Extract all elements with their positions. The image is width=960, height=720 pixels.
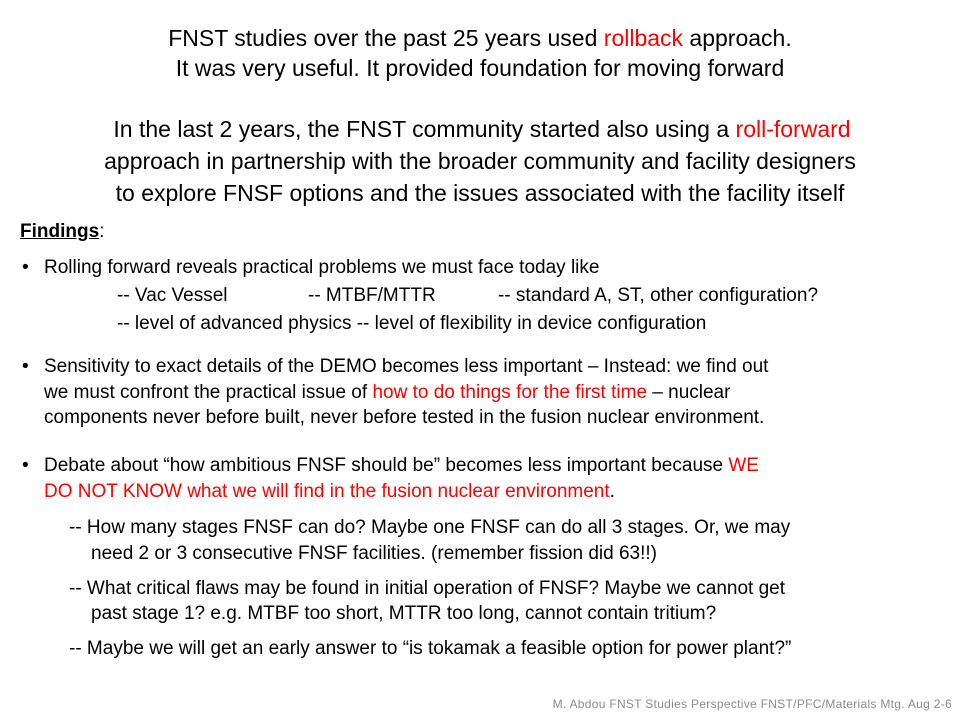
bullet-1-mtbf-mttr: -- MTBF/MTTR xyxy=(308,285,436,306)
bullet-1-line-1: Rolling forward reveals practical problems we must face today like xyxy=(44,257,600,278)
heading-2-line-2: approach in partnership with the broader community and facility designers xyxy=(104,148,856,174)
we-highlight: WE xyxy=(728,455,759,476)
bullet-2-text: we must confront the practical issue of xyxy=(44,382,373,403)
heading-1-line-2: It was very useful. It provided foundation for moving forward xyxy=(175,55,785,81)
rollback-highlight: rollback xyxy=(603,25,684,51)
heading-1 xyxy=(0,23,960,83)
bullet-2-line-2 xyxy=(44,381,730,405)
do-not-know-highlight: DO NOT KNOW what we will find in the fusion nuclear environment xyxy=(44,481,610,502)
first-time-highlight: how to do things for the first time xyxy=(372,382,648,403)
bullet-dot: • xyxy=(22,257,29,278)
bullet-2-line-1: Sensitivity to exact details of the DEMO becomes less important – Instead: we find out xyxy=(44,356,769,377)
sub-item-1-line-1: -- How many stages FNSF can do? Maybe one FNSF can do all 3 stages. Or, we may xyxy=(69,517,791,538)
sub-item-2-line-2: past stage 1? e.g. MTBF too short, MTTR too long, cannot contain tritium? xyxy=(91,603,717,624)
roll-forward-highlight: roll-forward xyxy=(735,116,851,142)
heading-2-line-3: to explore FNSF options and the issues associated with the facility itself xyxy=(115,180,845,206)
slide-footer: M. Abdou FNST Studies Perspective FNST/PFC/Materials Mtg. Aug 2-6 xyxy=(552,697,952,711)
bullet-3-period: . xyxy=(609,481,615,502)
findings-colon: : xyxy=(99,221,105,242)
heading-1-text-end: approach. xyxy=(683,25,792,51)
findings-title: Findings xyxy=(20,221,100,242)
bullet-1-vac-vessel: -- Vac Vessel xyxy=(117,285,228,306)
findings-label xyxy=(20,220,104,244)
sub-item-3-line-1: -- Maybe we will get an early answer to “is tokamak a feasible option for power plant?” xyxy=(69,638,792,659)
heading-1-line-1 xyxy=(0,23,960,53)
bullet-1-configuration: -- standard A, ST, other configuration? xyxy=(498,285,819,306)
bullet-dot: • xyxy=(22,455,29,476)
sub-item-1-line-2: need 2 or 3 consecutive FNSF facilities. (remember fission did 63!!) xyxy=(91,543,658,564)
bullet-3-line-1 xyxy=(44,454,759,478)
heading-2-line-1 xyxy=(2,113,960,145)
heading-2-text: In the last 2 years, the FNST community started also using a xyxy=(113,116,736,142)
bullet-3-text: Debate about “how ambitious FNSF should be” becomes less important because xyxy=(44,455,729,476)
heading-1-text: FNST studies over the past 25 years used xyxy=(168,25,604,51)
bullet-3-line-2 xyxy=(44,480,615,504)
bullet-2-line-3: components never before built, never before tested in the fusion nuclear environment. xyxy=(44,407,765,428)
bullet-2-text-end: – nuclear xyxy=(647,382,731,403)
heading-2 xyxy=(0,113,960,209)
bullet-dot: • xyxy=(22,356,29,377)
bullet-1-line-3: -- level of advanced physics -- level of flexibility in device configuration xyxy=(117,313,707,334)
sub-item-2-line-1: -- What critical flaws may be found in initial operation of FNSF? Maybe we cannot get xyxy=(69,578,785,599)
